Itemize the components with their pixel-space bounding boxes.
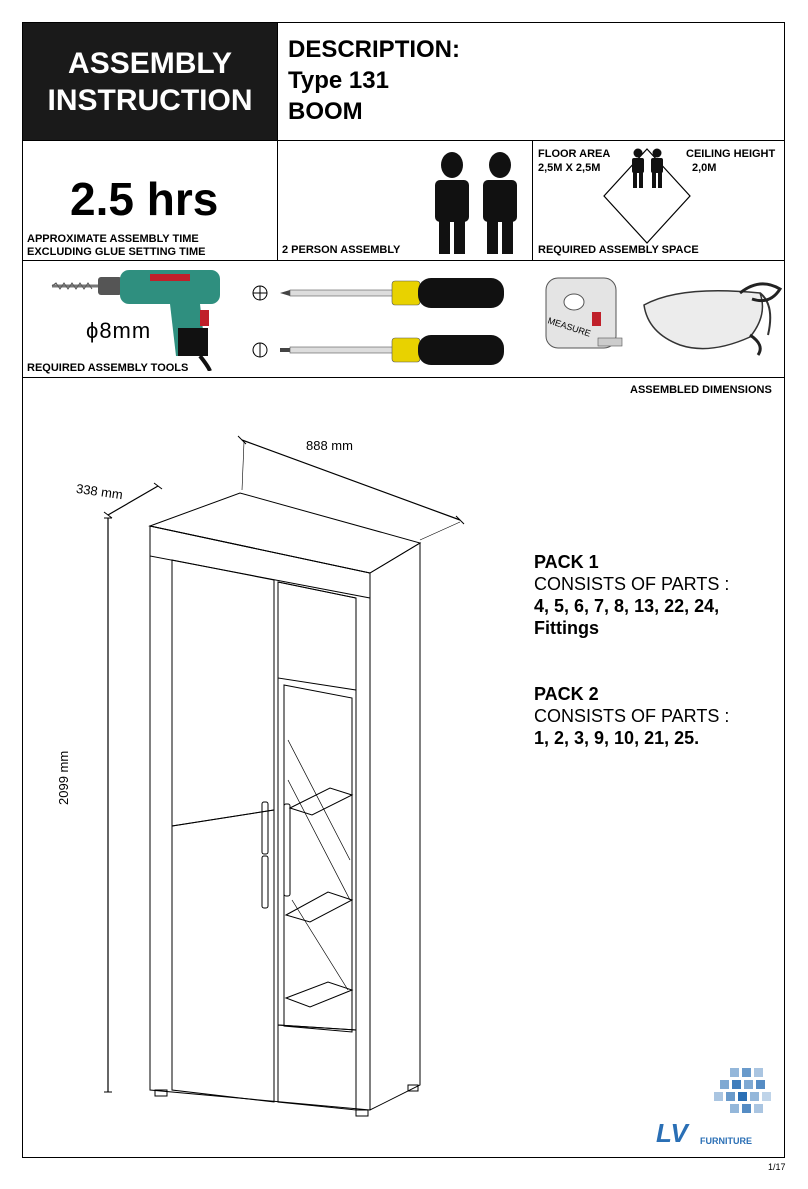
pack1-subtitle: CONSISTS OF PARTS : bbox=[534, 574, 730, 594]
time-caption-line1: APPROXIMATE ASSEMBLY TIME bbox=[27, 233, 199, 245]
description-label: DESCRIPTION: bbox=[288, 36, 461, 63]
pack1-block bbox=[534, 551, 729, 639]
floor-area-value: 2,5M X 2,5M bbox=[538, 162, 601, 174]
logo-subtext: FURNITURE bbox=[700, 1136, 752, 1146]
pack1-title: PACK 1 bbox=[534, 552, 599, 572]
pack2-parts: 1, 2, 3, 9, 10, 21, 25. bbox=[534, 728, 700, 748]
assembly-space-icon bbox=[600, 146, 695, 246]
floor-area-label: FLOOR AREA bbox=[538, 148, 611, 160]
time-caption-line2: EXCLUDING GLUE SETTING TIME bbox=[27, 246, 206, 258]
product-name: BOOM bbox=[288, 98, 363, 125]
depth-dimension: 338 mm bbox=[75, 480, 124, 503]
drill-bit-size: ϕ8mm bbox=[86, 318, 152, 343]
flat-screwdriver-icon bbox=[253, 335, 504, 365]
safety-glasses-icon bbox=[640, 275, 785, 370]
divider bbox=[22, 260, 785, 261]
phillips-screwdriver-icon bbox=[253, 278, 504, 308]
ceiling-height-label: CEILING HEIGHT bbox=[686, 148, 776, 160]
assembly-time-value: 2.5 hrs bbox=[70, 173, 219, 225]
two-person-icon bbox=[430, 150, 530, 255]
logo-mosaic-icon bbox=[700, 1064, 780, 1134]
type-label: Type 131 bbox=[288, 67, 389, 94]
height-dimension: 2099 mm bbox=[56, 750, 71, 805]
divider bbox=[22, 140, 785, 141]
screwdrivers-group bbox=[250, 272, 510, 372]
pack2-title: PACK 2 bbox=[534, 684, 599, 704]
cabinet-drawing bbox=[60, 430, 480, 1130]
pack1-fittings: Fittings bbox=[534, 618, 599, 638]
pack2-subtitle: CONSISTS OF PARTS : bbox=[534, 706, 730, 726]
person-caption: 2 PERSON ASSEMBLY bbox=[282, 244, 401, 256]
divider bbox=[22, 377, 785, 378]
page-number: 1/17 bbox=[768, 1162, 786, 1172]
space-caption: REQUIRED ASSEMBLY SPACE bbox=[538, 244, 699, 256]
assembly-time-caption bbox=[27, 233, 205, 259]
width-dimension: 888 mm bbox=[306, 438, 353, 453]
divider bbox=[277, 22, 278, 260]
pack2-block bbox=[534, 683, 729, 749]
title-line2: INSTRUCTION bbox=[47, 83, 253, 117]
description-block bbox=[288, 34, 460, 127]
tools-caption: REQUIRED ASSEMBLY TOOLS bbox=[27, 362, 189, 374]
ceiling-height-value: 2,0M bbox=[692, 162, 717, 174]
tape-label: MEASURE bbox=[546, 315, 592, 339]
title-block bbox=[23, 23, 277, 140]
logo-text: LV bbox=[656, 1118, 688, 1148]
pack1-parts: 4, 5, 6, 7, 8, 13, 22, 24, bbox=[534, 596, 720, 616]
title-line1: ASSEMBLY bbox=[68, 46, 232, 80]
divider bbox=[532, 140, 533, 260]
dimensions-title: ASSEMBLED DIMENSIONS bbox=[630, 384, 772, 396]
